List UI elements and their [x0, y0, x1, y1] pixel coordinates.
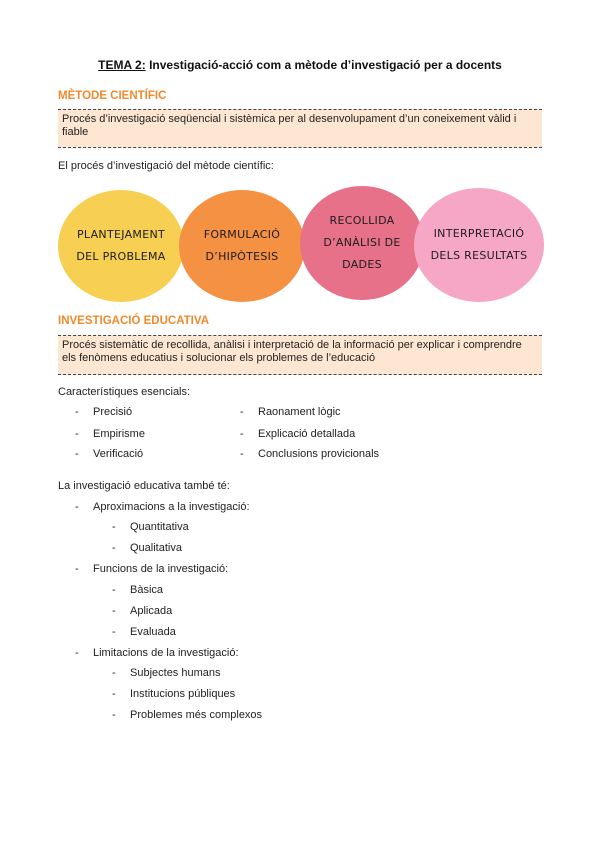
step-circle-1 [58, 190, 184, 302]
group-item: - Institucions públiques [112, 688, 236, 700]
group-item: - Aplicada [112, 605, 173, 617]
group-label-aproximacions: - Aproximacions a la investigació: [75, 501, 250, 513]
feature-right-1: - Raonament lògic [240, 406, 341, 418]
step-circle-4 [414, 188, 544, 302]
definition-box-metode: Procés d’investigació seqüencial i sistèmica per al desenvolupament d’un coneixement vàlid i fiable [58, 109, 542, 148]
document-title [0, 58, 600, 72]
section-heading-metode: MÈTODE CIENTÍFIC [58, 90, 167, 102]
group-item: - Bàsica [112, 584, 164, 596]
also-intro: La investigació educativa també té: [58, 480, 230, 492]
group-label-limitacions: - Limitacions de la investigació: [75, 647, 239, 659]
group-label-funcions: - Funcions de la investigació: [75, 563, 229, 575]
group-item: - Subjectes humans [112, 667, 221, 679]
feature-right-3: - Conclusions provicionals [240, 448, 380, 460]
feature-left-3: - Verificació [75, 448, 144, 460]
process-intro: El procés d’investigació del mètode científic: [58, 160, 274, 172]
step-label-3: RECOLLIDA D’ANÀLISI DE DADES [323, 214, 401, 271]
step-circle-3 [300, 186, 424, 300]
feature-right-2: - Explicació detallada [240, 428, 356, 440]
step-label-2: FORMULACIÓ D’HIPÒTESIS [203, 228, 281, 263]
step-label-4: INTERPRETACIÓ DELS RESULTATS [430, 227, 528, 262]
group-item: - Quantitativa [112, 521, 189, 533]
feature-left-2: - Empirisme [75, 428, 145, 440]
title-text: Investigació-acció com a mètode d’investigació per a docents [149, 58, 502, 72]
group-item: - Qualitativa [112, 542, 182, 554]
title-prefix: TEMA 2: [98, 58, 146, 72]
feature-left-1: - Precisió [75, 406, 133, 418]
definition-box-educativa: Procés sistemàtic de recollida, anàlisi i interpretació de la informació per explicar i comprendre els fenòmens educatius i solucionar els problemes de l’educació [58, 335, 542, 375]
features-intro: Característiques esencials: [58, 386, 191, 398]
group-item: - Evaluada [112, 626, 176, 638]
step-label-1: PLANTEJAMENT DEL PROBLEMA [76, 228, 166, 263]
step-circle-2 [179, 190, 305, 302]
section-heading-educativa: INVESTIGACIÓ EDUCATIVA [58, 315, 209, 327]
group-item: - Problemes més complexos [112, 709, 263, 721]
